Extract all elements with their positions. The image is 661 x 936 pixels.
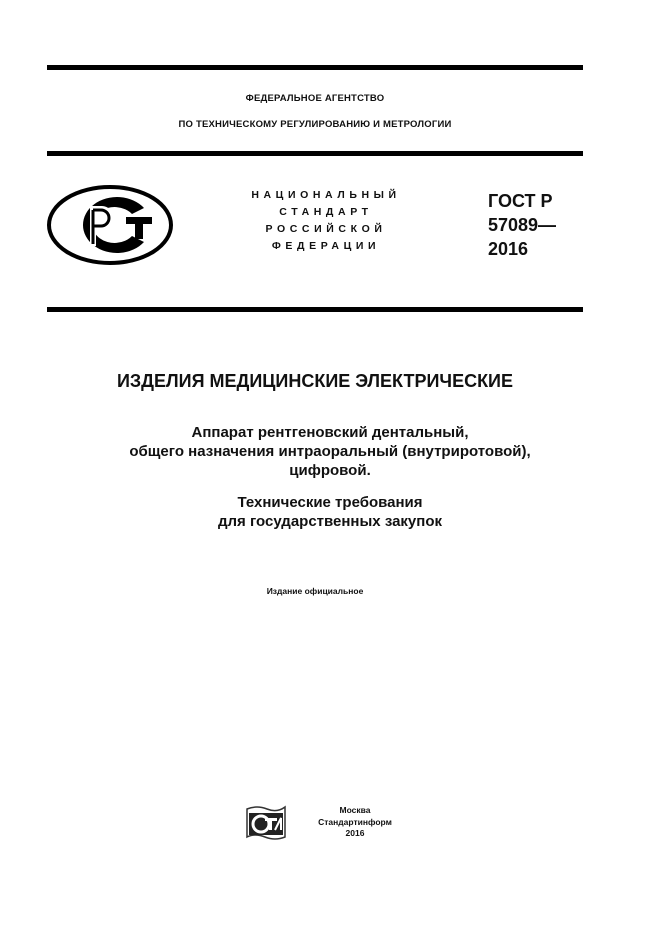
publisher-year: 2016 — [345, 828, 365, 838]
gost-r-logo-icon — [46, 184, 174, 266]
edition-label: Издание официальное — [266, 586, 364, 596]
national-standard-label — [236, 187, 416, 255]
bottom-rule — [47, 307, 583, 312]
top-rule — [47, 65, 583, 70]
document-subtitle — [30, 423, 630, 480]
gost-line: 57089— — [488, 215, 557, 235]
national-standard-line: НАЦИОНАЛЬНЫЙ — [251, 189, 401, 201]
document-title: ИЗДЕЛИЯ МЕДИЦИНСКИЕ ЭЛЕКТРИЧЕСКИЕ — [116, 371, 514, 391]
national-standard-line: СТАНДАРТ — [279, 206, 373, 218]
publisher-name: Стандартинформ — [318, 816, 392, 827]
publisher-city: Москва — [339, 805, 371, 815]
subtitle-line: для государственных закупок — [218, 513, 442, 530]
national-standard-line: РОССИЙСКОЙ — [265, 223, 387, 235]
agency-line-1: ФЕДЕРАЛЬНОЕ АГЕНТСТВО — [245, 93, 385, 104]
subtitle-line: Технические требования — [237, 494, 423, 511]
national-standard-line: ФЕДЕРАЦИИ — [271, 240, 381, 252]
gost-line: 2016 — [488, 239, 529, 259]
subtitle-line: общего назначения интраоральный (внутриротовой), — [129, 443, 531, 460]
middle-rule — [47, 151, 583, 156]
publisher-block — [300, 805, 410, 840]
document-subtitle-requirements — [30, 493, 630, 531]
standartinform-logo-icon — [245, 803, 287, 841]
agency-line-2: ПО ТЕХНИЧЕСКОМУ РЕГУЛИРОВАНИЮ И МЕТРОЛОГИИ — [178, 119, 452, 130]
gost-line: ГОСТ Р — [488, 191, 553, 211]
subtitle-line: цифровой. — [289, 462, 371, 479]
subtitle-line: Аппарат рентгеновский дентальный, — [191, 424, 469, 441]
gost-number — [488, 189, 556, 261]
